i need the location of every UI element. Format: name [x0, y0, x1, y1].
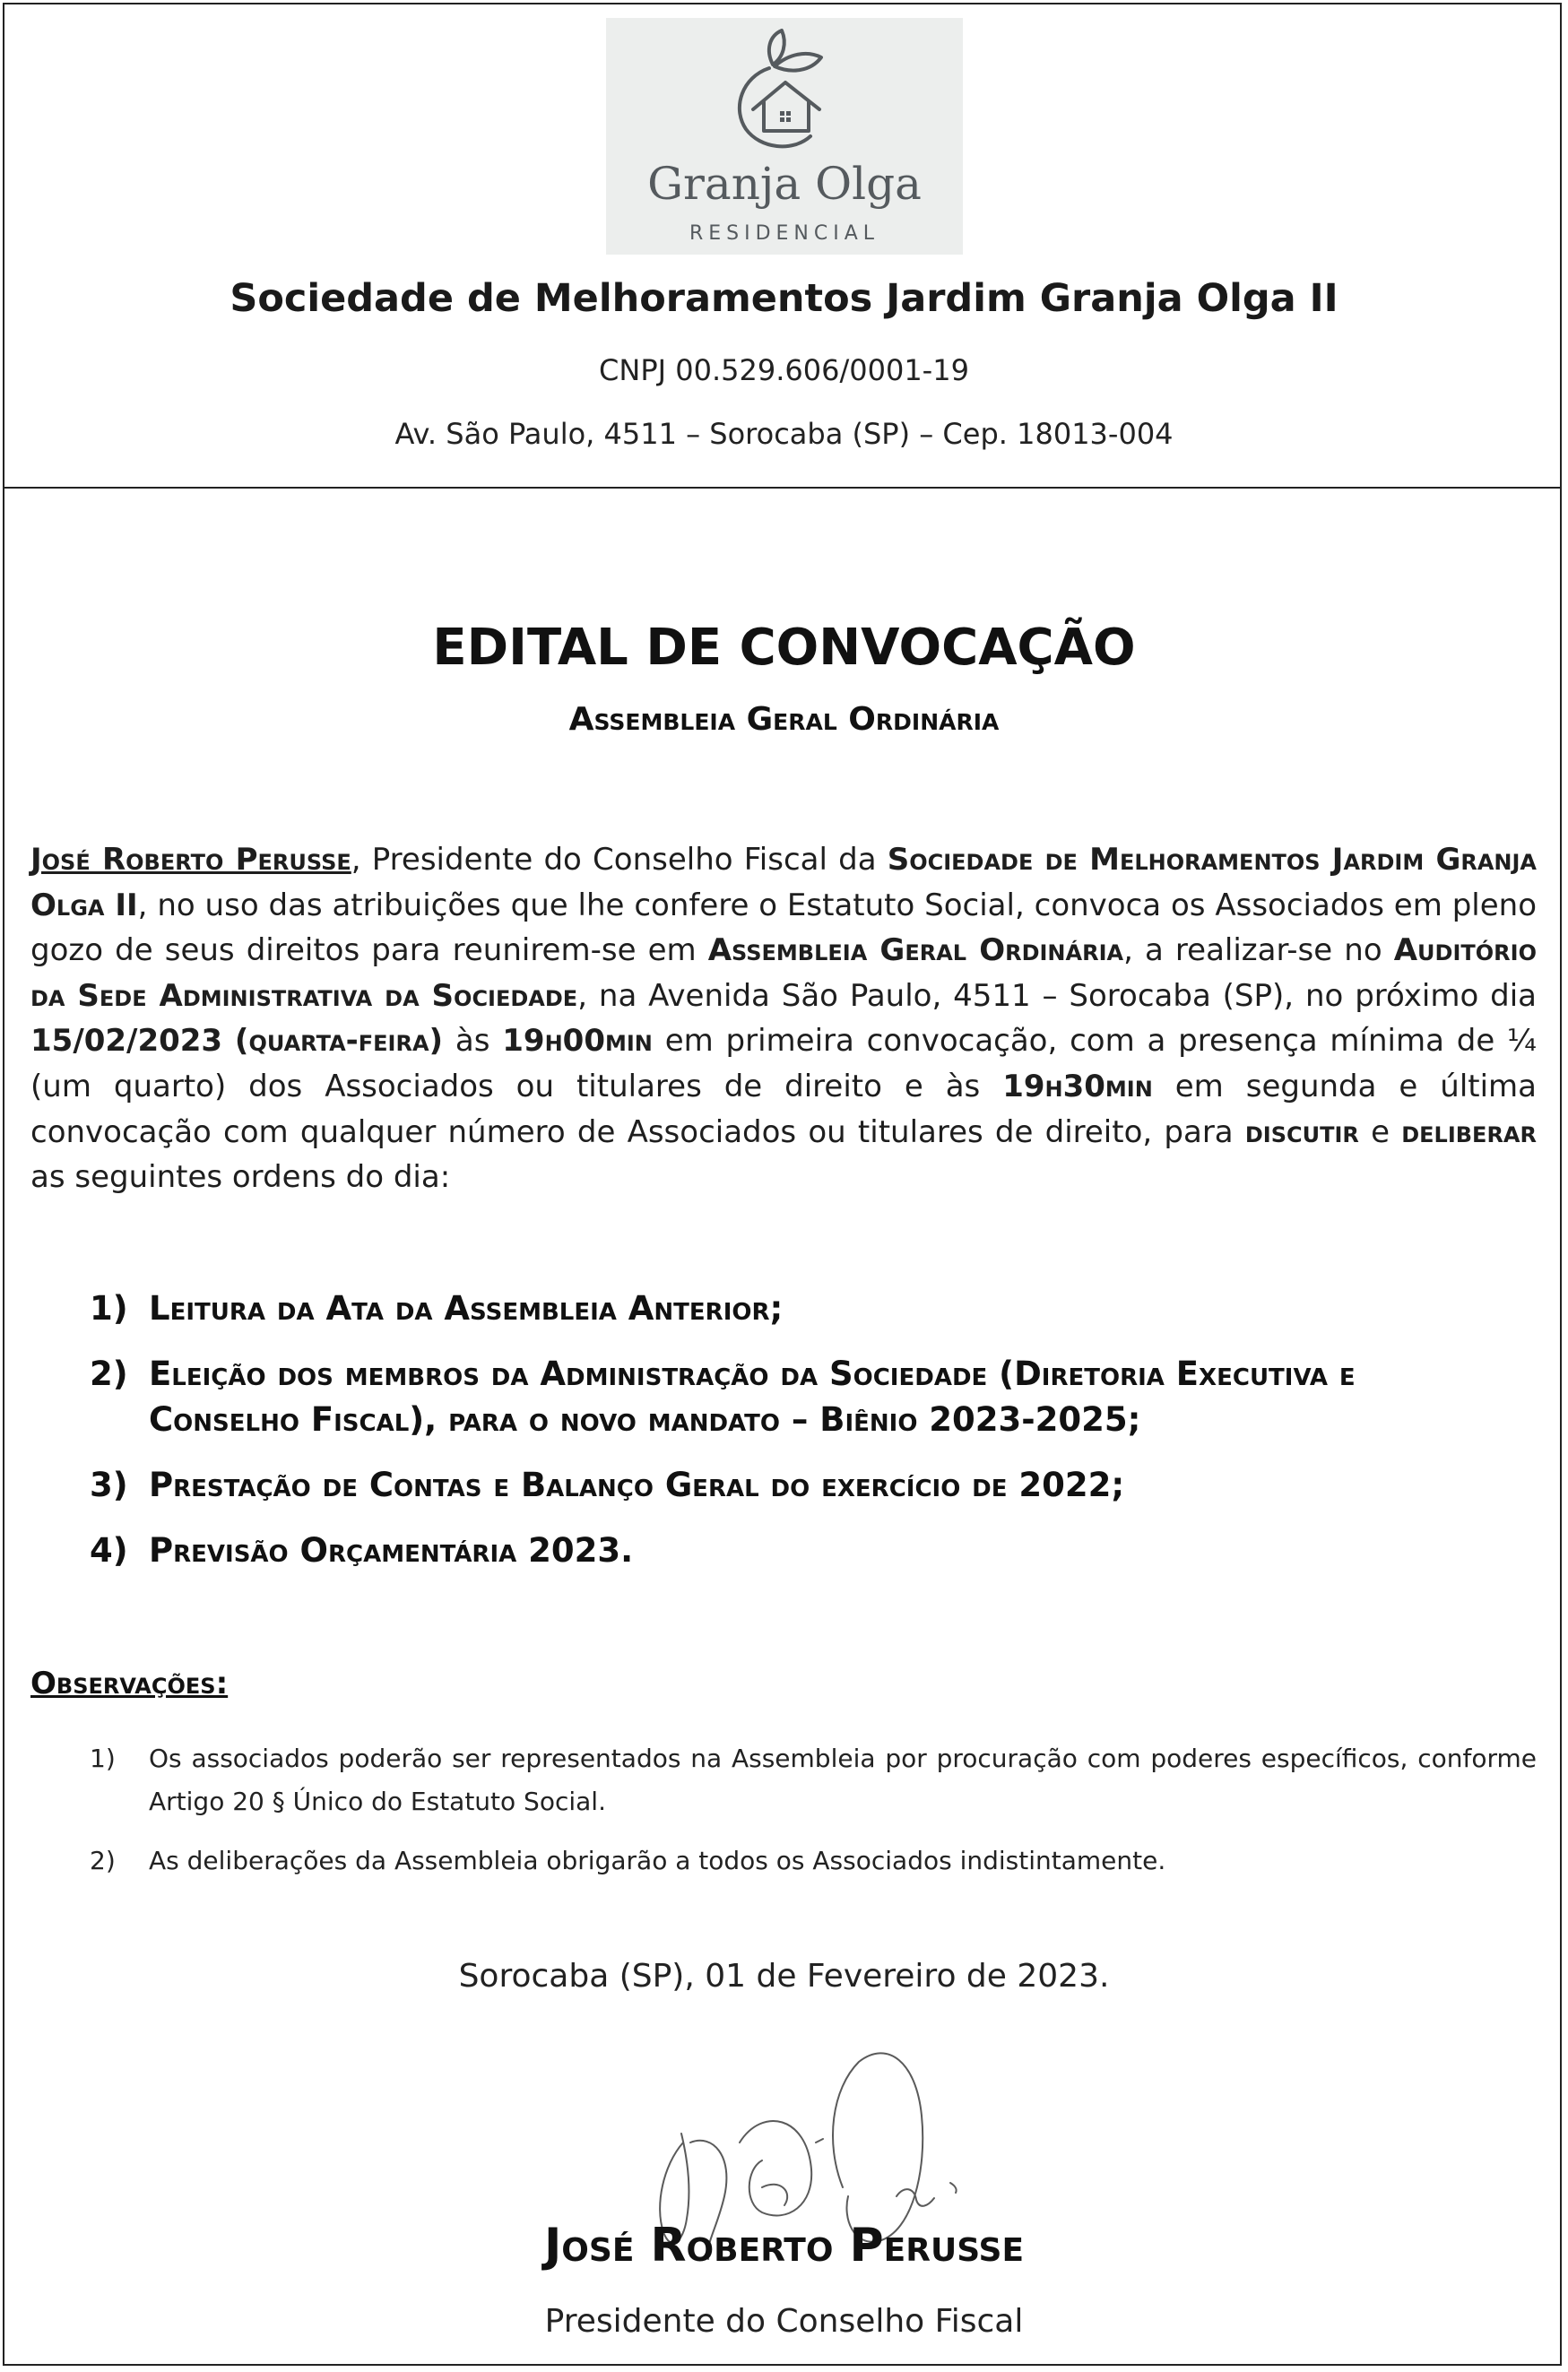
- second-call-time: 19h30min: [1002, 1068, 1153, 1104]
- agenda-item: [90, 1351, 1488, 1442]
- agenda-item-number: 3): [90, 1466, 128, 1504]
- logo-wordmark: Granja Olga: [647, 158, 922, 210]
- observation-text: As deliberações da Assembleia obrigarão a todos os Associados indistintamente.: [149, 1846, 1166, 1875]
- observation-text: Os associados poderão ser representados na Assembleia por procuração com poderes específicos, conforme Artigo 20 § Único do Estatuto Social.: [149, 1744, 1537, 1816]
- logo-subtitle: RESIDENCIAL: [689, 222, 880, 245]
- agenda-item-number: 2): [90, 1355, 128, 1393]
- agenda-item-text: Eleição dos membros da Administração da Sociedade (Diretoria Executiva e Conselho Fiscal), para o novo mandato – Biênio 2023-2025;: [149, 1355, 1356, 1439]
- deliberate-word: deliberar: [1401, 1113, 1537, 1150]
- body-text-segment: em primeira convocação, com a presença mínima de ¼ (um quarto) dos Associados ou titulares de direito e às: [30, 1023, 1537, 1104]
- granja-olga-logo: [606, 18, 963, 255]
- body-text-segment: , a realizar-se no: [1123, 932, 1394, 969]
- body-text-segment: em segunda e última convocação com qualquer número de Associados ou titulares de direito, para: [30, 1068, 1537, 1150]
- agenda-item-text: Previsão Orçamentária 2023.: [149, 1531, 634, 1570]
- body-text-segment: , Presidente do Conselho Fiscal da: [351, 842, 888, 878]
- organization-address: Av. São Paulo, 4511 – Sorocaba (SP) – Cep. 18013-004: [394, 417, 1174, 451]
- meeting-date: 15/02/2023: [30, 1023, 223, 1060]
- observations-list: [90, 1737, 1537, 1899]
- discuss-word: discutir: [1244, 1113, 1359, 1150]
- agenda-item-number: 1): [90, 1289, 128, 1328]
- organization-cnpj: CNPJ 00.529.606/0001-19: [599, 353, 969, 387]
- observation-item: [90, 1737, 1537, 1823]
- agenda-item: [90, 1462, 1488, 1508]
- body-text-segment: , na Avenida São Paulo, 4511 – Sorocaba (SP), no próximo dia: [577, 977, 1537, 1014]
- signer-role: Presidente do Conselho Fiscal: [544, 2303, 1024, 2340]
- agenda-list: [90, 1286, 1488, 1593]
- venue-name: Auditório da Sede Administrativa da Sociedade: [30, 932, 1537, 1014]
- observations-heading: Observações:: [30, 1666, 229, 1701]
- assembly-name: Assembleia Geral Ordinária: [707, 932, 1124, 969]
- agenda-item: [90, 1286, 1488, 1331]
- agenda-item-text: Leitura da Ata da Assembleia Anterior;: [149, 1289, 784, 1328]
- place-and-date: Sorocaba (SP), 01 de Fevereiro de 2023.: [458, 1958, 1110, 1995]
- body-text-segment: às: [443, 1023, 503, 1060]
- agenda-item: [90, 1528, 1488, 1573]
- first-call-time: 19h00min: [502, 1023, 653, 1060]
- header-divider: [3, 487, 1562, 489]
- document-subtitle: Assembleia Geral Ordinária: [568, 701, 1000, 738]
- observation-number: 2): [90, 1846, 116, 1875]
- signer-name: José Roberto Perusse: [543, 2219, 1025, 2272]
- agenda-item-number: 4): [90, 1531, 128, 1570]
- convocation-paragraph: [30, 837, 1537, 1200]
- president-name: José Roberto Perusse: [30, 842, 351, 878]
- agenda-item-text: Prestação de Contas e Balanço Geral do exercício de 2022;: [149, 1466, 1125, 1504]
- document-title: EDITAL DE CONVOCAÇÃO: [432, 619, 1136, 677]
- meeting-weekday: (quarta-feira): [234, 1023, 444, 1060]
- body-text-segment: e: [1358, 1113, 1402, 1150]
- organization-name: Sociedade de Melhoramentos Jardim Granja Olga II: [230, 276, 1338, 321]
- body-text-segment: , no uso das atribuições que lhe confere o Estatuto Social, convoca os Associados em pleno gozo de seus direitos para reunirem-se em: [30, 887, 1537, 969]
- observation-item: [90, 1840, 1537, 1883]
- body-text-segment: as seguintes ordens do dia:: [30, 1159, 451, 1196]
- house-leaf-icon: [606, 18, 963, 161]
- observation-number: 1): [90, 1744, 116, 1773]
- society-name: Sociedade de Melhoramentos Jardim Granja Olga II: [30, 842, 1538, 923]
